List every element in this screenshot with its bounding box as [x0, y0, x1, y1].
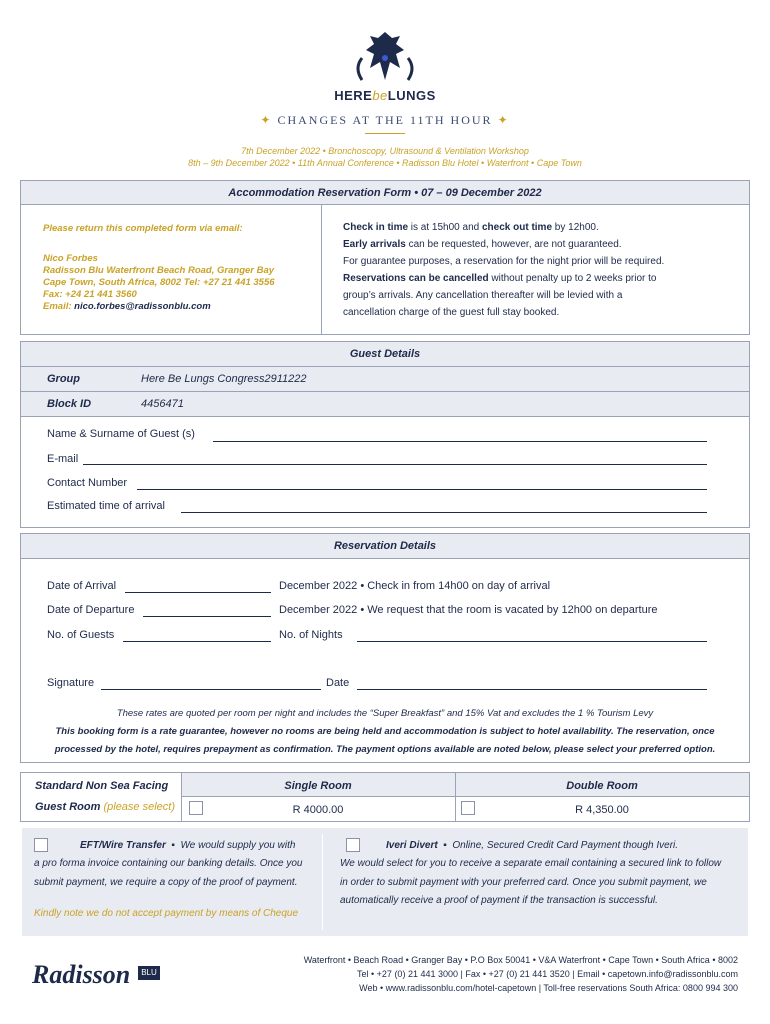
eta-field[interactable] [181, 512, 707, 513]
reservation-form-section [20, 180, 750, 335]
reservation-details-header: Reservation Details [21, 534, 749, 559]
footer-address: Waterfront • Beach Road • Granger Bay • P.O Box 50041 • V&A Waterfront • Cape Town • South Africa • 8002 [303, 955, 738, 965]
tagline: ✦ CHANGES AT THE 11TH HOUR ✦ [260, 113, 510, 127]
date-label: Date [326, 677, 350, 689]
block-row [21, 392, 749, 417]
reservation-details-section [20, 533, 750, 763]
block-id-value: 4456471 [141, 398, 184, 410]
eft-text-3: submit payment, we require a copy of the proof of payment. [34, 877, 298, 888]
contact-number-field[interactable] [137, 489, 707, 490]
single-room-price: R 4000.00 [292, 804, 344, 816]
iveri-title: Iveri Divert [386, 840, 438, 851]
room-selection-table [20, 772, 750, 822]
payment-options-panel: EFT/Wire Transfer ▪ We would supply you with a pro forma invoice containing our banking details. Once you submit payment, we require a copy of the proof of payment. Kindly note we do not accept payment by means of Cheque Iveri Divert ▪ Online, Secured Credit Card Payment though Iveri. We would select for you to receive a separate email containing a secured link to follow in order to submit payment with your preferred card. Once you submit payment, we automatically receive a proof of payment if the transaction is successful. [22, 828, 748, 936]
contact-block [43, 223, 313, 313]
contact-number-label: Contact Number [47, 477, 128, 489]
iveri-text-1: Online, Secured Credit Card Payment though Iveri. [452, 840, 679, 851]
event-line-1: 7th December 2022 • Bronchoscopy, Ultrasound & Ventilation Workshop [241, 146, 529, 156]
single-room-header: Single Room [284, 780, 352, 792]
iveri-checkbox[interactable] [346, 838, 360, 852]
blu-badge: BLU [138, 966, 160, 980]
radisson-logo [32, 960, 172, 1000]
event-line-2: 8th – 9th December 2022 • 11th Annual Conference • Radisson Blu Hotel • Waterfront • Cape Town [188, 158, 582, 168]
dragon-icon [340, 28, 430, 90]
group-value: Here Be Lungs Congress2911222 [141, 373, 307, 385]
iveri-text-3: in order to submit payment with your preferred card. Once you submit payment, we [340, 877, 707, 888]
departure-note: December 2022 • We request that the room is vacated by 12h00 on departure [279, 604, 658, 616]
tagline-underline [365, 133, 405, 134]
contact-name: Nico Forbes [43, 253, 98, 264]
eft-checkbox[interactable] [34, 838, 48, 852]
departure-date-field[interactable] [143, 616, 271, 617]
iveri-text-2: We would select for you to receive a separate email containing a secured link to follow [340, 858, 722, 869]
guest-name-field[interactable] [213, 441, 707, 442]
footer-contacts: Tel • +27 (0) 21 441 3000 | Fax • +27 (0) 21 441 3520 | Email • capetown.info@radissonblu.com [357, 969, 738, 979]
nights-field[interactable] [357, 641, 707, 642]
form-title: Accommodation Reservation Form • 07 – 09 December 2022 [21, 181, 749, 205]
double-room-price: R 4,350.00 [575, 804, 629, 816]
radisson-wordmark: Radisson [32, 960, 131, 989]
cheque-note: Kindly note we do not accept payment by means of Cheque [34, 908, 299, 919]
contact-address-1: Radisson Blu Waterfront Beach Road, Granger Bay [43, 265, 275, 276]
contact-fax: Fax: +24 21 441 3560 [43, 289, 137, 300]
guests-field[interactable] [123, 641, 271, 642]
contact-address-2: Cape Town, South Africa, 8002 Tel: +27 21 441 3556 [43, 277, 275, 288]
guests-label: No. of Guests [47, 629, 115, 641]
guest-details-section [20, 341, 750, 528]
group-label: Group [47, 373, 80, 385]
footer-web: Web • www.radissonblu.com/hotel-capetown | Toll-free reservations South Africa: 0800 994 300 [359, 983, 738, 993]
signature-field[interactable] [101, 689, 321, 690]
select-hint: (please select) [103, 801, 176, 813]
departure-label: Date of Departure [47, 604, 135, 616]
eft-title: EFT/Wire Transfer [80, 840, 166, 851]
contact-email-label: Email: [43, 301, 72, 312]
group-row [21, 367, 749, 392]
room-type-line-1: Standard Non Sea Facing [35, 780, 169, 792]
contact-email-link[interactable]: nico.forbes@radissonblu.com [74, 301, 211, 312]
arrival-note: December 2022 • Check in from 14h00 on day of arrival [279, 580, 551, 592]
room-type-line-2: Guest Room [35, 801, 101, 813]
guarantee-note-2: processed by the hotel, requires prepayment as confirmation. The payment options available are noted below, please select your preferred option. [54, 744, 716, 755]
guarantee-note-1: This booking form is a rate guarantee, however no rooms are being held and accommodation is subject to hotel availability. The reservation, once [55, 726, 715, 737]
guest-email-field[interactable] [83, 464, 707, 465]
event-logo [340, 28, 430, 90]
nights-label: No. of Nights [279, 629, 343, 641]
iveri-text-4: automatically receive a proof of payment if the transaction is successful. [340, 895, 658, 906]
rates-note: These rates are quoted per room per night and includes the “Super Breakfast” and 15% Vat and excludes the 1 % Tourism Levy [116, 708, 654, 719]
signature-label: Signature [47, 677, 95, 689]
contact-intro: Please return this completed form via email: [43, 223, 243, 234]
block-id-label: Block ID [47, 398, 92, 410]
eft-text-1: We would supply you with [180, 840, 296, 851]
eta-label: Estimated time of arrival [47, 500, 165, 512]
logo-wordmark: HEREbeLUNGS [334, 88, 436, 103]
arrival-date-field[interactable] [125, 592, 271, 593]
date-field[interactable] [357, 689, 707, 690]
arrival-label: Date of Arrival [47, 580, 117, 592]
policy-block: Check in time is at 15h00 and check out time by 12h00. Early arrivals can be requested, however, are not guaranteed. For guarantee purposes, a reservation for the night prior will be required. Reservations can be cancelled without penalty up to 2 weeks prior to group’s arrivals. Any cancellation thereafter will be levied with a cancellation charge of the guest full stay booked. [343, 222, 665, 318]
eft-text-2: a pro forma invoice containing our banking details. Once you [34, 858, 303, 869]
guest-email-label: E-mail [47, 453, 79, 465]
guest-name-label: Name & Surname of Guest (s) [47, 428, 195, 440]
guest-details-header: Guest Details [21, 342, 749, 367]
double-room-header: Double Room [566, 780, 638, 792]
